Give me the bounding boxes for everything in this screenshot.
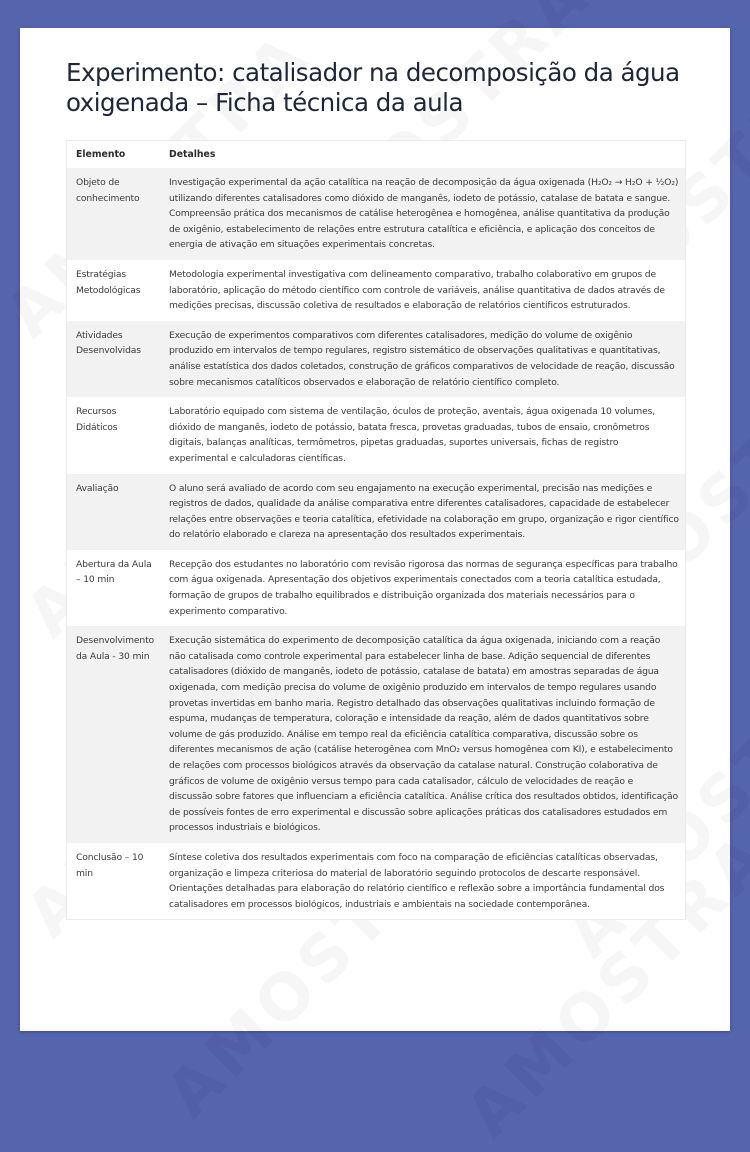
document-page bbox=[20, 28, 730, 1031]
row-label: Abertura da Aula – 10 min bbox=[67, 550, 160, 626]
column-header-element: Elemento bbox=[67, 141, 160, 168]
table-row bbox=[67, 397, 685, 473]
row-details: Investigação experimental da ação catalítica na reação de decomposição da água oxigenada (H₂O₂ → H₂O + ½O₂) utilizando diferentes catalisadores como dióxido de manganês, iodeto de potássio, catalase de batata e sangue. Compreensão prática dos mecanismos de catálise heterogênea e homogênea, análise quantitativa da produção de oxigênio, estabelecimento de relações entre estrutura catalítica e eficiência, e aplicação dos conceitos de energia de ativação em situações experimentais concretas. bbox=[160, 168, 685, 260]
column-header-details: Detalhes bbox=[160, 141, 685, 168]
row-label: Conclusão – 10 min bbox=[67, 843, 160, 919]
row-details: O aluno será avaliado de acordo com seu engajamento na execução experimental, precisão nas medições e registros de dados, qualidade da análise comparativa entre diferentes catalisadores, capacidade de estabelecer relações entre observações e teoria catalítica, efetividade na colaboração em grupo, organização e rigor científico do relatório elaborado e clareza na apresentação dos resultados experimentais. bbox=[160, 474, 685, 550]
row-label: Atividades Desenvolvidas bbox=[67, 321, 160, 397]
table-row bbox=[67, 260, 685, 321]
row-details: Execução sistemática do experimento de decomposição catalítica da água oxigenada, iniciando com a reação não catalisada como controle experimental para estabelecer linha de base. Adição sequencial de diferentes catalisadores (dióxido de manganês, iodeto de potássio, catalase de batata) em amostras separadas de água oxigenada, com medição precisa do volume de oxigênio produzido em intervalos de tempo regulares usando provetas invertidas em banho maria. Registro detalhado das observações qualitativas incluindo formação de espuma, mudanças de temperatura, coloração e intensidade da reação, além de dados quantitativos sobre volume de gás produzido. Análise em tempo real da eficiência catalítica comparativa, discussão sobre os diferentes mecanismos de ação (catálise heterogênea com MnO₂ versus homogênea com KI), e estabelecimento de relações com processos biológicos através da observação da catalase natural. Construção colaborativa de gráficos de volume de oxigênio versus tempo para cada catalisador, cálculo de velocidades de reação e discussão sobre fatores que influenciam a eficiência catalítica. Análise crítica dos resultados obtidos, identificação de possíveis fontes de erro experimental e discussão sobre aplicações práticas dos catalisadores estudados em processos industriais e biológicos. bbox=[160, 626, 685, 843]
row-label: Avaliação bbox=[67, 474, 160, 550]
row-details: Síntese coletiva dos resultados experimentais com foco na comparação de eficiências catalíticas observadas, organização e limpeza criteriosa do material de laboratório seguindo protocolos de descarte responsável. Orientações detalhadas para elaboração do relatório científico e reflexão sobre a importância fundamental dos catalisadores em processos biológicos, industriais e ambientais na sociedade contemporânea. bbox=[160, 843, 685, 919]
row-label: Recursos Didáticos bbox=[67, 397, 160, 473]
row-details: Execução de experimentos comparativos com diferentes catalisadores, medição do volume de oxigênio produzido em intervalos de tempo regulares, registro sistemático de observações qualitativas e quantitativas, análise estatística dos dados coletados, construção de gráficos comparativos de velocidade de reação, discussão sobre mecanismos catalíticos observados e elaboração de relatório científico completo. bbox=[160, 321, 685, 397]
row-details: Laboratório equipado com sistema de ventilação, óculos de proteção, aventais, água oxigenada 10 volumes, dióxido de manganês, iodeto de potássio, batata fresca, provetas graduadas, tubos de ensaio, cronômetros digitais, balanças analíticas, termômetros, pipetas graduadas, suportes universais, fichas de registro experimental e calculadoras científicas. bbox=[160, 397, 685, 473]
table-header-row bbox=[67, 141, 685, 168]
row-details: Recepção dos estudantes no laboratório com revisão rigorosa das normas de segurança específicas para trabalho com água oxigenada. Apresentação dos objetivos experimentais conectados com a teoria catalítica estudada, formação de grupos de trabalho equilibrados e distribuição organizada dos materiais necessários para o experimento comparativo. bbox=[160, 550, 685, 626]
table-row bbox=[67, 168, 685, 260]
row-label: Objeto de conhecimento bbox=[67, 168, 160, 260]
page-title: Experimento: catalisador na decomposição da água oxigenada – Ficha técnica da aula bbox=[66, 58, 680, 117]
table-row bbox=[67, 843, 685, 919]
row-details: Metodologia experimental investigativa com delineamento comparativo, trabalho colaborativo em grupos de laboratório, aplicação do método científico com controle de variáveis, análise quantitativa de dados através de medições precisas, discussão coletiva de resultados e elaboração de relatórios científicos estruturados. bbox=[160, 260, 685, 321]
lesson-table bbox=[66, 140, 686, 920]
table-row bbox=[67, 626, 685, 843]
row-label: Estratégias Metodológicas bbox=[67, 260, 160, 321]
table-row bbox=[67, 474, 685, 550]
table-row bbox=[67, 321, 685, 397]
table-row bbox=[67, 550, 685, 626]
row-label: Desenvolvimento da Aula - 30 min bbox=[67, 626, 160, 843]
